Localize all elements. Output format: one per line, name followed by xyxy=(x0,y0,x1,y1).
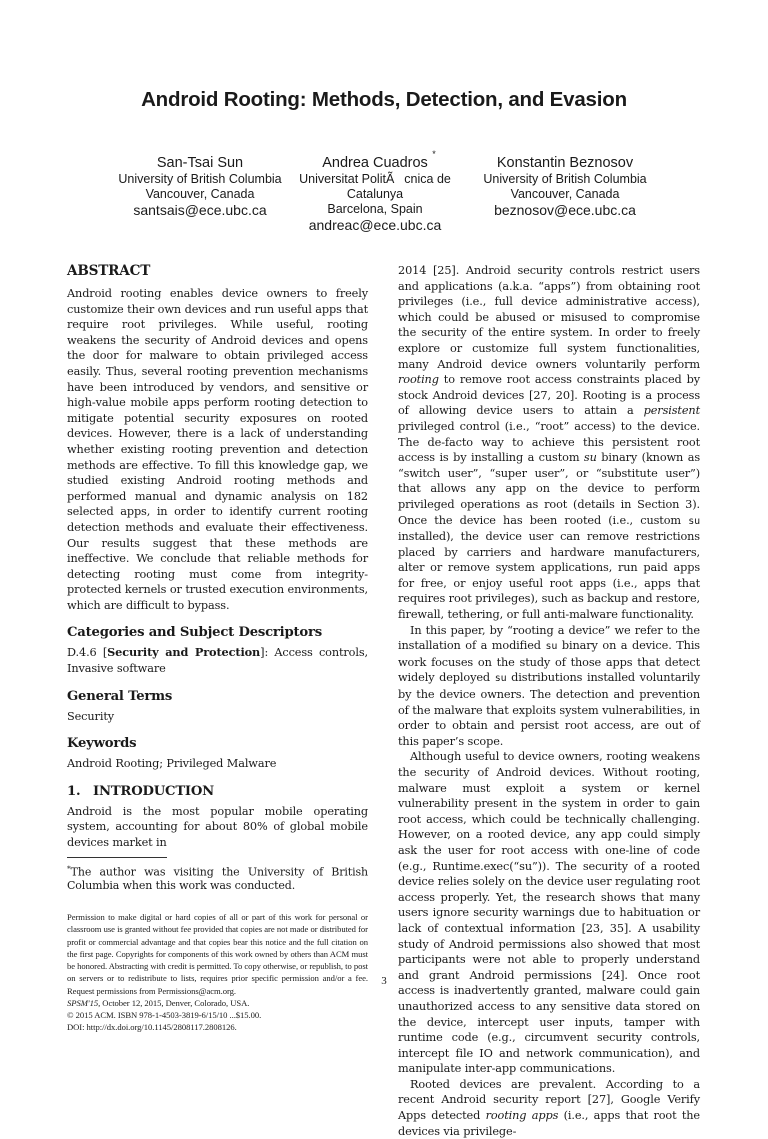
author-location: Vancouver, Canada xyxy=(510,187,620,202)
author-affiliation-cont: Catalunya xyxy=(346,187,404,202)
introduction-heading: 1. INTRODUCTION xyxy=(67,783,215,799)
permission-notice: Permission to make digital or hard copies of all or part of this work for personal or classroom use is granted without fee provided that copies are not made or distributed for profit or commercial advantage and that copies bear this notice and the full citation on the first page. Copyrights for components of this work owned by others than ACM must be honored. Abstracting with credit is permitted. To copy otherwise, or republish, to post on servers or to redistribute to lists, requires prior specific permission and/or a fee. Request permissions from Permissions@acm.org. xyxy=(67,912,368,996)
abstract-heading: ABSTRACT xyxy=(67,263,151,279)
author-affiliation: University of British Columbia xyxy=(483,172,647,187)
general-terms-heading: General Terms xyxy=(67,688,173,704)
author-name: Konstantin Beznosov xyxy=(496,155,634,171)
introduction-text: Android is the most popular mobile operating system, accounting for about 80% of global mobile devices market in xyxy=(67,804,368,850)
keywords-text: Android Rooting; Privileged Malware xyxy=(67,757,277,771)
isbn-line: © 2015 ACM. ISBN 978-1-4503-3819-6/15/10 ...$15.00. xyxy=(67,1009,262,1020)
general-terms-text: Security xyxy=(67,709,115,723)
footnote-marker: * xyxy=(432,149,436,159)
footnote-divider xyxy=(67,857,167,858)
author-location: Vancouver, Canada xyxy=(145,187,255,202)
author-block xyxy=(110,155,290,219)
venue-line: SPSM'15, October 12, 2015, Denver, Colorado, USA. xyxy=(67,997,250,1008)
categories-heading: Categories and Subject Descriptors xyxy=(67,625,322,641)
author-email: beznosov@ece.ubc.ca xyxy=(494,202,636,219)
right-column xyxy=(398,263,700,1139)
author-block xyxy=(290,149,460,234)
footnote: *The author was visiting the University of British Columbia when this work was conducted. xyxy=(67,863,368,893)
left-column xyxy=(67,263,368,1033)
paragraph: Rooted devices are prevalent. According to a recent Android security report [27], Google Verify Apps detected rooting apps (i.e., apps that root the devices via privilege- xyxy=(398,1077,700,1138)
abstract-text: Android rooting enables device owners to freely customize their own devices and run useful apps that require root privileges. While useful, rooting weakens the security of Android devices and opens the door for malware to obtain privileged access easily. Thus, several rooting prevention mechanisms have been introduced by vendors, and sensitive or high-value mobile apps perform rooting detection to mitigate potential security exposures on rooted devices. However, there is a lack of understanding whether existing rooting prevention and detection methods are effective. To fill this knowledge gap, we studied existing Android rooting methods and performed manual and dynamic analysis on 182 selected apps, in order to identify current rooting detection methods and evaluate their effectiveness. Our results suggest that these methods are ineffective. We conclude that reliable methods for detecting rooting must come from integrity-protected kernels or trusted execution environments, which are difficult to bypass. xyxy=(67,287,368,612)
author-block xyxy=(475,155,655,219)
author-email: andreac@ece.ubc.ca xyxy=(308,217,442,234)
paper-title: Android Rooting: Methods, Detection, and Evasion xyxy=(141,88,627,111)
paragraph: 2014 [25]. Android security controls restrict users and applications (a.k.a. “apps”) from obtaining root privileges (i.e., full device administrative access), which could be abused or misused to compromise the security of the entire system. In order to freely explore or customize full system functionalities, many Android device owners voluntarily perform rooting to remove root access constraints placed by stock Android devices [27, 20]. Rooting is a process of allowing device users to attain a persistent privileged control (i.e., “root” access) to the device. The de-facto way to achieve this persistent root access is by installing a custom su binary (known as “switch user”, “super user”, or “substitute user”) that allows any app on the device to perform privileged operations as root (details in Section 3). Once the device has been rooted (i.e., custom su installed), the device user can remove restrictions placed by carriers and hardware manufacturers, alter or remove system applications, run paid apps for free, or enjoy useful root apps (i.e., apps that requires root privileges), such as backup and restore, firewall, tethering, or full anti-malware functionality. xyxy=(398,264,700,622)
author-affiliation: University of British Columbia xyxy=(118,172,282,187)
paragraph: Although useful to device owners, rooting weakens the security of Android devices. Without rooting, malware must exploit a system or kernel vulnerability present in the system in order to gain root access, which could be technically challenging. However, on a rooted device, any app could simply ask the user for root access with one-line of code (e.g., Runtime.exec(“su”)). The security of a rooted device relies solely on the device user regulating root access properly. Yet, the research shows that many users ignore security warnings due to habituation or lack of contextual information [23, 35]. A usability study of Android permissions also showed that most participants were not able to properly understand and grant Android permissions [24]. Once root access is inadvertently granted, malware could gain unauthorized access to any sensitive data stored on the device, intercept user inputs, tamper with runtime code (e.g., circumvent security controls, intercept file IO and network communication), and manipulate inter-app communications. xyxy=(398,750,700,1076)
author-email: santsais@ece.ubc.ca xyxy=(133,202,267,219)
page-number: 3 xyxy=(381,975,387,987)
doi-line: DOI: http://dx.doi.org/10.1145/2808117.2808126. xyxy=(67,1022,237,1033)
paragraph: In this paper, by “rooting a device” we refer to the installation of a modified su binary on a device. This work focuses on the study of those apps that detect widely deployed su distributions installed voluntarily by the device owners. The detection and prevention of the malware that exploits system vulnerabilities, in order to obtain and persist root access, are out of this paper’s scope. xyxy=(398,623,700,748)
author-name: San-Tsai Sun xyxy=(156,155,244,171)
copyright-block xyxy=(67,911,368,1033)
keywords-heading: Keywords xyxy=(67,736,137,752)
author-affiliation: Universitat PolitÃcnica de xyxy=(299,172,451,187)
author-location: Barcelona, Spain xyxy=(327,202,423,217)
categories-text: D.4.6 [Security and Protection]: Access controls, Invasive software xyxy=(67,645,369,676)
author-name: Andrea Cuadros * xyxy=(322,149,436,171)
